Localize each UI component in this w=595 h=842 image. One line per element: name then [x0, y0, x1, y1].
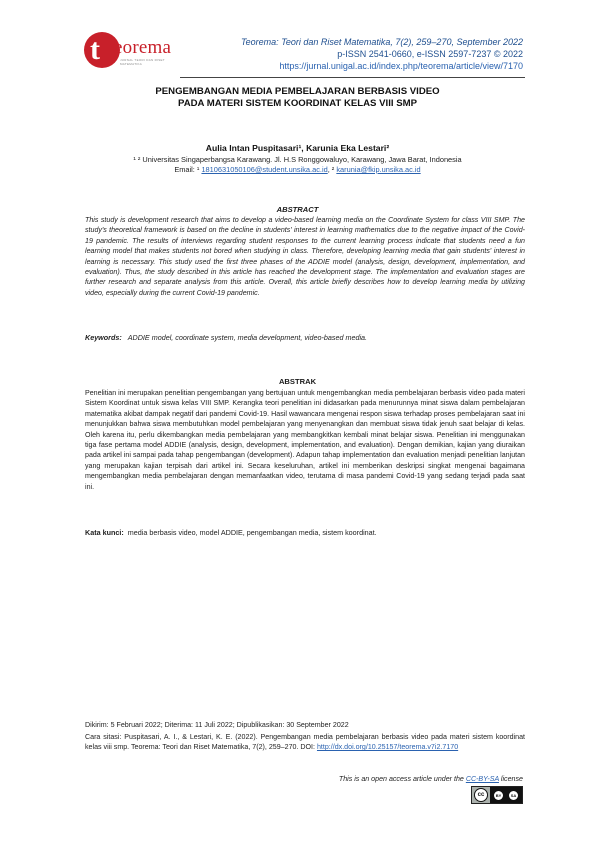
keywords-text: ADDIE model, coordinate system, media development, video-based media.	[127, 333, 368, 342]
abstrak-heading: ABSTRAK	[278, 377, 317, 386]
share-alike-icon: SA	[510, 792, 517, 798]
kata-kunci-line	[85, 528, 525, 537]
journal-header	[241, 36, 523, 72]
email-link-1[interactable]: 1810631050106@student.unsika.ac.id	[201, 165, 328, 174]
journal-logo	[84, 32, 184, 70]
cc-badge-strip	[490, 787, 522, 803]
author-list: Aulia Intan Puspitasari¹, Karunia Eka Lestari²	[205, 143, 390, 153]
doi-link[interactable]: http://dx.doi.org/10.25157/teorema.v7i2.7170	[316, 743, 459, 752]
article-url-link[interactable]: https://jurnal.unigal.ac.id/index.php/teorema/article/view/7170	[279, 61, 523, 71]
paper-title	[84, 86, 511, 110]
issn-line: p-ISSN 2541-0660, e-ISSN 2597-7237 © 2022	[337, 49, 523, 59]
license-prefix: This is an open access article under the	[338, 775, 466, 783]
affiliation-block	[84, 155, 511, 175]
email-separator: , ²	[327, 165, 337, 174]
citation-block	[85, 732, 525, 753]
header-divider	[180, 77, 525, 78]
cc-icon: cc	[474, 788, 488, 802]
journal-citation-line: Teorema: Teori dan Riset Matematika, 7(2), 259–270, September 2022	[241, 37, 523, 47]
email-line	[84, 165, 511, 175]
keywords-line	[85, 333, 525, 342]
title-line-2: PADA MATERI SISTEM KOORDINAT KELAS VIII SMP	[178, 98, 417, 109]
license-line	[339, 775, 523, 783]
abstract-heading: ABSTRACT	[276, 205, 319, 214]
cc-by-sa-badge[interactable]	[471, 786, 523, 804]
citation-text: Cara sitasi: Puspitasari, A. I., & Lestari, K. E. (2022). Pengembangan media pembelajaran berbasis video pada materi sistem koordinat kelas viii smp. Teorema: Teori dan Riset Matematika, 7(2), 259–270. DOI:	[85, 733, 525, 752]
email-link-2[interactable]: karunia@fkip.unsika.ac.id	[336, 165, 421, 174]
keywords-label: Keywords:	[85, 333, 122, 342]
license-link[interactable]: CC-BY-SA	[465, 775, 499, 783]
attribution-icon: BY	[495, 792, 502, 798]
logo-letter: t	[90, 33, 100, 66]
email-prefix: Email: ¹	[174, 165, 202, 174]
affiliation-line: ¹ ² Universitas Singaperbangsa Karawang. Jl. H.S Ronggowaluyo, Karawang, Jawa Barat, Indonesia	[133, 155, 462, 164]
kata-kunci-text: media berbasis video, model ADDIE, pengembangan media, sistem koordinat.	[127, 528, 377, 537]
title-line-1: PENGEMBANGAN MEDIA PEMBELAJARAN BERBASIS VIDEO	[155, 86, 440, 97]
abstract-body: This study is development research that aims to develop a video-based learning media on the Coordinate System for class VIII SMP. The study's theoretical framework is based on the decline in students' interest in learning mathematics due to the negative impact of the Covid-19 pandemic. The results of interviews regarding student responses to the current learning process indicate that students need a fun learning model that makes students not bored when studying in class. Therefore, developing learning media that gain students' interest in learning is necessary. This study used the first three phases of the ADDIE model (analysis, design, development, implementation, and evaluation). Thus, the study described in this article has reached the development stage. The implementation and evaluation stages are further research and separate analysis from this article. Overall, this article briefly describes how to develop learning media by utilizing video, especially during the current Covid-19 pandemic.	[85, 216, 525, 297]
submission-dates: Dikirim: 5 Februari 2022; Diterima: 11 Juli 2022; Dipublikasikan: 30 September 2022	[85, 721, 349, 729]
license-suffix: license	[498, 775, 523, 783]
logo-subtitle: JURNAL TEORI DAN RISET MATEMATIKA	[120, 58, 165, 66]
abstrak-body: Penelitian ini merupakan penelitian pengembangan yang bertujuan untuk mengembangkan media pembelajaran berbasis video pada materi Sistem Koordinat untuk siswa kelas VIII SMP. Kerangka teori penelitian ini didasarkan pada menurunnya minat siswa dalam pembelajaran matematika akibat dampak negatif dari pandemi Covid-19. Hasil wawancara mengenai respon siswa terhadap proses pembelajaran saat ini menunjukkan bahwa siswa membutuhkan model pembelajaran yang menyenangkan dan membuat siswa tidak jenuh saat belajar di kelas. Oleh karena itu, perlu dikembangkan media pembelajaran yang membangkitkan kembali minat belajar siswa. Penelitian ini menggunakan tiga fase pertama model ADDIE (analysis, design, development, implementation, and evaluation). Dengan demikian, kajian yang diuraikan pada artikel ini sampai pada tahap pengembangan (development). Adapun tahap implementation dan evaluation menjadi penelitian lanjutan yang merupakan kajian terpisah dari artikel ini. Secara keseluruhan, artikel ini memberikan deskripsi singkat mengenai bagaimana mengembangkan media pembelajaran dengan memanfaatkan video, terutama di masa pandemi Covid-19 yang sedang terjadi pada saat ini.	[85, 389, 525, 491]
kata-kunci-label: Kata kunci:	[85, 528, 124, 537]
logo-word: eorema	[114, 37, 172, 58]
